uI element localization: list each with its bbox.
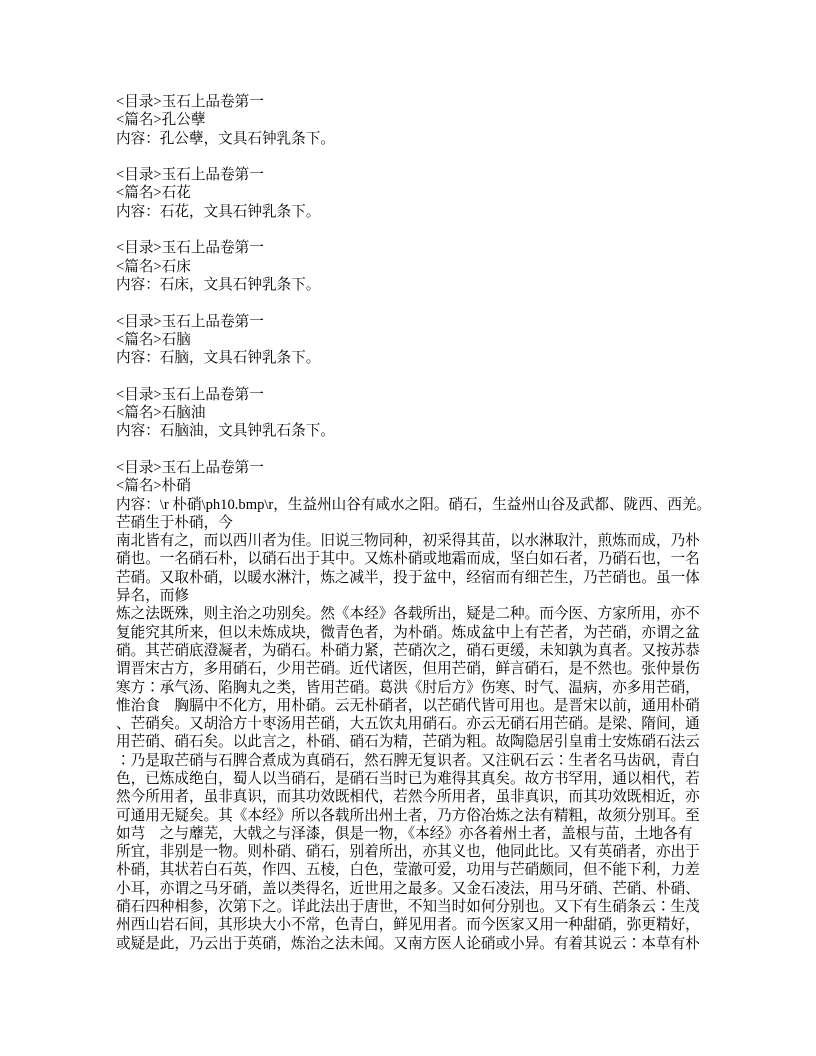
text-line: 小耳，亦谓之马牙硝，盖以类得名，近世用之最多。又金石凌法，用马牙硝、芒硝、朴硝、 [116,880,700,897]
text-line: 内容：石床，文具石钟乳条下。 [116,276,321,293]
text-line: 或疑是此，乃云出于英硝，炼治之法未闻。又南方医人论硝或小异。有着其说云∶本草有朴 [116,935,700,952]
text-line: 用芒硝、硝石矣。以此言之，朴硝、硝石为精，芒硝为粗。故陶隐居引皇甫士安炼硝石法云 [116,734,700,751]
text-line: 南北皆有之，而以西川者为佳。旧说三物同种，初采得其苗，以水淋取汁，煎炼而成，乃朴 [116,533,700,550]
text-line: 惟治食 胸膈中不化方，用朴硝。云无朴硝者，以芒硝代皆可用也。是晋宋以前，通用朴硝 [116,697,700,714]
text-line: 内容：石脑油，文具钟乳石条下。 [116,423,335,440]
entry-section [116,166,716,221]
text-line: 如芎 之与蘼芜，大戟之与泽漆，俱是一物，《本经》亦各着州土者，盖根与苗，土地各有 [116,825,693,842]
text-line: <目录>玉石上品卷第一 [116,459,264,476]
text-line: 色，已炼成绝白，蜀人以当硝石，是硝石当时已为难得其真矣。故方书罕用，通以相代，若 [116,770,700,787]
text-line: 州西山岩石间，其形块大小不常，色青白，鲜见用者。而今医家又用一种甜硝，弥更精好， [116,917,700,934]
text-line: <目录>玉石上品卷第一 [116,94,264,110]
text-line: 然今所用者，虽非真识，而其功效既相代，若然今所用者，虽非真识，而其功效既相近，亦 [116,789,700,806]
text-line: 谓晋宋古方，多用硝石，少用芒硝。近代诸医，但用芒硝，鲜言硝石，是不然也。张仲景伤 [116,661,700,678]
document-text [116,93,716,971]
text-line: ∶乃是取芒硝与石脾合煮成为真硝石，然石脾无复识者。又注矾石云∶生者名马齿矾，青白 [116,752,700,769]
text-line: <篇名>石花 [116,185,191,202]
text-line: 芒硝。又取朴硝，以暖水淋汁，炼之减半，投于盆中，经宿而有细芒生，乃芒硝也。虽一体 [116,569,700,586]
text-line: 内容：\r 朴硝\ph10.bmp\r，生益州山谷有咸水之阳。硝石，生益州山谷及武都、陇西、西羌。 [116,496,712,513]
text-line: 硝石四种相参，次第下之。详此法出于唐世，不知当时如何分别也。又下有生硝条云∶生茂 [116,899,700,916]
text-line: 硝。其芒硝底澄凝者，为硝石。朴硝力紧，芒硝次之，硝石更缓，未知孰为真者。又按苏恭 [116,642,700,659]
text-line: 寒方∶承气汤、陷胸丸之类，皆用芒硝。葛洪《肘后方》伤寒、时气、温病，亦多用芒硝， [116,679,700,696]
text-line: 朴硝，其状若白石英，作四、五棱，白色，莹澈可爱，功用与芒硝颇同，但不能下利，力差 [116,862,700,879]
text-line: <篇名>孔公孽 [116,112,206,129]
text-line: 炼之法既殊，则主治之功别矣。然《本经》各载所出，疑是二种。而今医、方家所用，亦不 [116,606,700,623]
text-line: 可通用无疑矣。其《本经》所以各载所出州土者，乃方俗冶炼之法有精粗，故须分别耳。至 [116,807,700,824]
text-line: <目录>玉石上品卷第一 [116,240,264,257]
text-line: <篇名>朴硝 [116,478,191,495]
entry-section [116,93,716,148]
entry-section [116,239,716,294]
text-line: 硝也。一名硝石朴，以硝石出于其中。又炼朴硝或地霜而成，坚白如石者，乃硝石也，一名 [116,551,700,568]
text-line: <篇名>石床 [116,258,191,275]
text-line: <目录>玉石上品卷第一 [116,313,264,330]
text-line: 内容：孔公孽，文具石钟乳条下。 [116,130,335,147]
entry-section [116,386,716,441]
text-line: <篇名>石脑油 [116,405,206,422]
entry-section [116,459,716,953]
text-line: 内容：石脑，文具石钟乳条下。 [116,350,321,367]
text-line: 所宜，非别是一物。则朴硝、硝石，别着所出，亦其义也，他同此比。又有英硝者，亦出于 [116,844,700,861]
text-line: 异名，而修 [116,588,189,605]
text-line: <目录>玉石上品卷第一 [116,386,264,403]
text-line: 内容：石花，文具石钟乳条下。 [116,203,321,220]
text-line: <篇名>石脑 [116,331,191,348]
text-line: <目录>玉石上品卷第一 [116,167,264,184]
text-line: 、芒硝矣。又胡洽方十枣汤用芒硝，大五饮丸用硝石。亦云无硝石用芒硝。是梁、隋间，通 [116,716,700,733]
entry-section [116,313,716,368]
text-line: 复能究其所来，但以未炼成块，微青色者，为朴硝。炼成盆中上有芒者，为芒硝，亦谓之盆 [116,624,700,641]
text-line: 芒硝生于朴硝，今 [116,514,233,531]
